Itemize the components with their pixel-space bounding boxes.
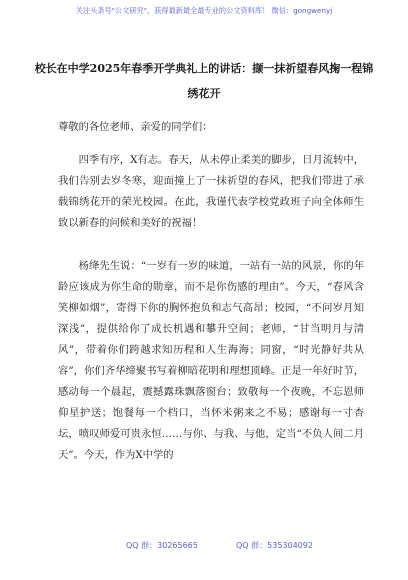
paragraph-1: 四季有序，X有志。春天，从未停止柔美的脚步，日月流转中，我们告别去岁冬寒，迎面撞上了一抹祈望的春风，把我们带进了承载锦绣花开的荣光校园。在此，我谨代表学校党政班子向全体师生致以新春的问候和美好的祝福！ [58, 154, 364, 229]
footer-qq-group-1: QQ 群：30265665 [126, 541, 198, 550]
paragraph-2: 杨绛先生说：“一岁有一岁的味道，一站有一站的风景，你的年龄应该成为你生命的勋章，而不是你伤感的理由”。今天，“春风含笑柳如烟”，寄得下你的胸怀抱负和志气高昂；校园，“不问岁月知深浅”，提供给你了成长机遇和攀升空间；老师，“甘当明月与清风”，带着你们跨越求知历程和人生海海；同窗，“时光静好共从容”，你们齐华缔聚书写着柳暗花明和理想顶峰。正是一年好时节，感动每一个晨起，震撼露珠飘落窗台；致敬每一个夜晚，不忘恩师仰星护送；饱餐每一个档口，当怀米粥来之不易；感谢每一寸杏坛，喷叹师爱可贵永恒……与你、与我、与他，定当“不负人间二月天”。今天，作为X中学的 [58, 260, 364, 461]
document-title: 校长在中学2025年春季开学典礼上的讲话：撷一抹祈望春风掬一程锦绣花开 [34, 62, 374, 100]
footer-qq-group-2: QQ 群：535304092 [236, 541, 313, 550]
header-banner: 关注头条号"公文研究"，获得最新最全最专业的公文资料库！ 微信：gongwenyj [75, 6, 333, 15]
salutation: 尊敬的各位老师、亲爱的同学们： [58, 121, 213, 133]
